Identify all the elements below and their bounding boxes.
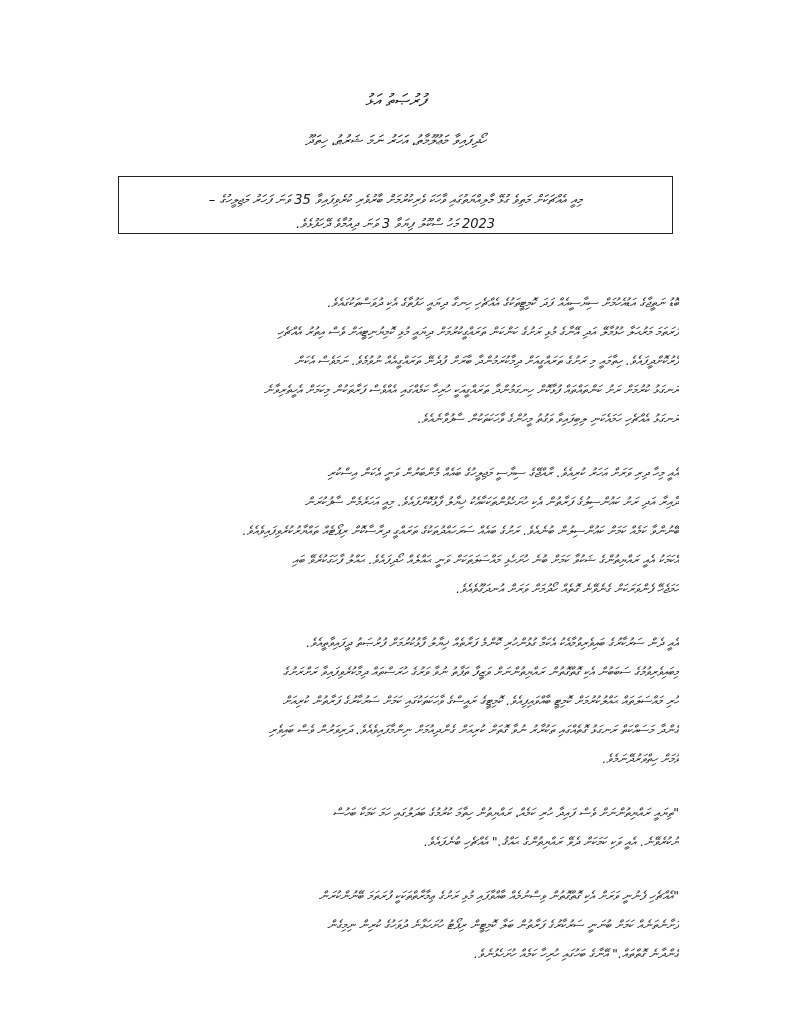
summary-line: މިއީ އެއްޗަކަށް މަތިވެ ގުޅޭ މާލިއްޔަތުގައި ވާހަކަ ވެރިކުރުމަށް ބާރުވެރި ކުރެވިފައިވާ 35 ވަނަ ފަހަރު މަޖިލީހުގެ – (208, 193, 583, 208)
text-line: ބޭނުންވާ ކަމެއް ކަމަށް ކައުންސިލުން ބުނެއެވެ. ރަށުގެ ބައެއް ސަރަހައްދުތަކުގެ ތަރައްގީ ދިރާސާކޮށް ރިޕޯޓެއް ތައްޔާރުކުރެވިފައިވެއެވެ. (242, 523, 679, 538)
text-line: ރަނގަޅު އެއްޗެހި ހަމައެކަނި ލިބިފައިވާ ވަގުތު މީހުންގެ ވާހަކަތަކުން ސާފުވާނެއެވެ. (417, 411, 679, 426)
text-line: ފޯރުކޮށްދީފައެވެ. ހިތާމައީ މި ރަށުގެ ތަރައްގީއަށް ދިމާކުރަމުންދާ ބާރަށް ފުދެނޭ ތަރައްގީއެއް ނުވުމެވެ. ނަމަވެސް އެކަން (294, 353, 679, 368)
paragraph (112, 881, 679, 968)
body-text (112, 288, 679, 968)
paragraph (112, 628, 679, 773)
text-line: ދާއިރާ އަދި ރަށު ކައުންސިލުގެ ފަރާތުން އެކި ހުށަހެޅުންތަކަކާއެކު ޚިޔާލު ފާޅުކޮށްފައެވެ. މިއީ އަހަރެމެން ސާފުކުރަން (304, 494, 679, 509)
text-line: ގެންދާ މަސައްކަތް ރަނގަޅު ގޮތެއްގައި ތަކުރާރު ނުވާ ގޮތަށް ކުރިއަށް ގެންދިއުމަށް ނިންމާފައިވެއެވެ. ދަރިވަރުން ވެސް ބައިވެރި (268, 722, 679, 737)
summary-line: 2023 މަހު ސްކޫލު ފިޔަވާ 3 ވަނަ ދިއުމާވެ ދޭހަފުޅެވެ. (295, 217, 496, 232)
paragraph (112, 798, 679, 856)
text-line: ފަށާނެތަނެއް ކަމަށް ބުނަނީ ސަރުކާރުގެ ފަރާތުން ބަލާ ކޮމިޓީން ރިޕޯޓު ހުށަހަޅާނެ ދުވަހުގެ ކުރިން ނިމިގެން (327, 917, 679, 932)
text-line: ގެންދާނެ ގޮތްތައް." އޭނާގެ ބަހުގައި ހުރިހާ ކަމެއް ހުށަހެޅުނެވެ. (473, 946, 679, 961)
text-line: އެކަމަކު އެއީ ރައްޔިތުންގެ ޝަކުވާ ކަމަށް ބުނެ ހުށަހެޅި މައްސަލަތަކަށް ވަނީ ޙައްލެއް ހޯދިފައެވެ. ޙައްލު ފާހަގަކުރެވޭ ބައި (292, 552, 679, 567)
text-line: "ތިޔައީ ރައްޔިތުންނަށް ވެސް ފައިދާ ހުރި ކަމެއް، ރައްޔިތުން ހިތާމަ ކުރުމުގެ ބަދަލުގައި ހަމަ ކަމަކާ ބަހުސް (332, 805, 679, 820)
text-line: މިބައިވެރިވުމުގެ ސަބަބުން އެކި ގޮތްގޮތުން ރައްޔިތުންނަށް ވަޒީފާ ތަފާތު ނުވާ ވަރުގެ ހުރަސްތައް ދިމާކުރެވިފައިވާ ރަށްރަށުގެ (282, 664, 679, 679)
document-title: ފުރުޞަތު އަޅު (365, 91, 426, 111)
text-line: އެއީ މިހާ ދިރި ވަރަށް އަހަރު ކުރިއެވެ. ރާއްޖޭގެ ސިޔާސީ މަޖިލީހުގެ ބައެއް މެންބަރުން ވަނީ އެކަން އިސްކުރި (327, 465, 679, 480)
text-line: ވުމަށް ހިތްވަރުދޭނަމެވެ. (602, 751, 679, 766)
text-line: ހަމަޖެހޭ ފެންވަރަކަށް ގެނެވޭނެ ގޮތެއް ހޯދުމަށް ވަރަށް އުނދަގޫވެއެވެ. (456, 581, 679, 596)
text-line: ބޮޑު ނަތީޖާގެ އަޑުއެހުމަށް ސިޔާސީއެއް ފަދަ ކޮމިޓީތަކުގެ އެއްޗެހި ހިނގާ ދިޔައީ ހަފުތާގެ އެކި ދުވަސްތަކުގައެވެ. (327, 295, 679, 310)
text-line: ހުރި މައްސަލަތައް ޙައްލުކުރުމަށް ކޮމިޓީ ބާއްވައިފިއެވެ. ކޮމިޓީގެ ރައީސްގެ ވާހަކަތަކުގައި ކަމަށް ސަރުކާރުގެ ފަރާތުން ކުރިއަށް (282, 693, 679, 708)
summary-box (118, 176, 673, 234)
text-line: ފުރަތަމަ މަރުޙަލާ ހުޅުމާލޭ އަދި އޭނާގެ މުޅި ރަށުގެ ކަންކަން ތަރައްގީކުރުމަށް ދިޔައީ މުޅި ކޮމިޔުނިޓީއަށް ވެސް އިތުރު އެއްޗެހި (277, 324, 679, 339)
document-subtitle: ހޯދިފައިވާ މަޢުލޫމާތު، އަހަރު ނަމަ ޝަރުޠު، ހިތަދޫ (305, 133, 486, 149)
text-line: އެއީ ދެން ސަރުކާރުގެ ބައިވެރިވުމާއެކު އެކަމާ ގުޅުންހުރި ކޮންމެ ފަރާތެއް ޚިޔާލު ފާޅުކުރުމަށް ފުރުޞަތު ދީފައިވާތީއެވެ. (306, 635, 679, 650)
paragraph (112, 288, 679, 433)
text-line: ރަނގަޅު ކުރުމަށް ރަށު ކަންތައްތައް ފުޅާކޮށް ހިނގަމުންދާ ތަރައްގީއަކީ ހުރިހާ ކަމެއްގައި އެއްވެސް ފަރާތަކުން މިކަމަށް އެހީތެރިވާނެ (263, 382, 679, 397)
paragraph (112, 458, 679, 603)
text-line: "އެއްޗެހި ފެނުނީ ވަރަށް އެކި ގޮތްގޮތުން ވިސްނުމެއް ބާއްވާފައި މުޅި ރަށުގެ ޢިމާރާތްތަކަކީ ފުރަތަމަ ބޭނުންކުރަން (318, 888, 679, 903)
text-line: ނުކުރެވޭނެ. އެއީ ވަކި ކަމަކަށް ދެވޭ ރައްޔިތުންގެ ޙައްޤު." އެއްޗެހި ބުނެފައެވެ. (423, 834, 679, 849)
